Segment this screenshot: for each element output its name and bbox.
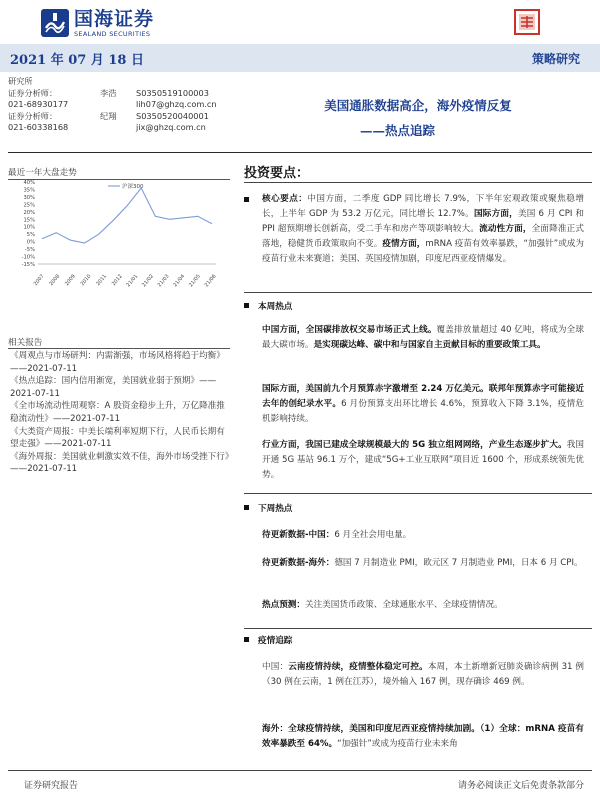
invest-divider (244, 182, 592, 183)
x-tick-label: 21/03 (156, 273, 171, 289)
next-week-china-line: 待更新数据-中国：6 月全社会用电量。 (262, 530, 412, 540)
hotspot-heading: 本周热点 (244, 300, 292, 312)
x-tick-label: 2007 (32, 273, 46, 288)
market-trend-chart (8, 176, 230, 294)
footer-disclaimer: 请务必阅读正文后免责条款部分 (457, 781, 584, 791)
report-date: 2021 年 07 月 18 日 (10, 53, 144, 68)
y-tick-label: 5% (26, 232, 35, 239)
title-divider (8, 152, 592, 153)
section-divider (244, 493, 592, 494)
y-tick-label: 35% (23, 187, 35, 194)
date-banner (0, 44, 600, 72)
x-tick-label: 2008 (48, 273, 62, 288)
analyst-email[interactable]: lih07@ghzq.com.cn (136, 99, 217, 110)
red-seal-icon (513, 8, 541, 36)
y-tick-label: 20% (23, 209, 35, 216)
y-tick-label: 15% (23, 217, 35, 224)
sealand-logo-icon (40, 8, 70, 38)
y-tick-label: 30% (23, 194, 35, 201)
y-tick-label: -15% (21, 262, 35, 268)
x-tick-label: 21/02 (141, 273, 155, 289)
square-bullet-icon (244, 505, 249, 510)
x-tick-label: 2010 (79, 273, 93, 288)
section-divider (244, 292, 592, 293)
y-tick-label: 10% (23, 224, 35, 231)
x-tick-label: 2011 (95, 273, 109, 288)
square-bullet-icon (244, 637, 249, 642)
square-bullet-icon (244, 303, 249, 308)
report-subtitle: ——热点追踪 (360, 123, 436, 138)
next-week-heading: 下周热点 (244, 502, 292, 514)
y-tick-label: -5% (24, 247, 35, 254)
report-title: 美国通胀数据高企，海外疫情反复 (324, 98, 512, 113)
core-points-paragraph: 核心要点：中国方面，二季度 GDP 同比增长 7.9%，下半年宏观政策或聚焦稳增长，上半年 GDP 为 53.2 万亿元，同比增长 12.7%。国际方面，美国 6 月 CPI 和 PPI 超预期增长创新高，受二手车和房产等项影响较大。流动性方面，全面降准正式落地，稳健货币政策取向不变。疫情方面，mRNA 疫苗有效率暴跌，“加强针”或成为疫苗行业未来赛道；美国、英国疫情加剧，印度尼西亚疫情爆发。 (262, 194, 584, 264)
analyst-row: 021-68930177 lih07@ghzq.com.cn (8, 99, 217, 110)
analyst-row: 021-60338168 jix@ghzq.com.cn (8, 122, 206, 133)
x-tick-label: 2009 (64, 273, 77, 288)
y-tick-label: -10% (21, 254, 35, 261)
x-tick-label: 21/04 (172, 273, 187, 289)
company-logo (40, 8, 154, 38)
section-divider (244, 628, 592, 629)
institute-label: 研究所 (8, 76, 33, 86)
related-report-link[interactable]: 《周观点与市场研判：内需渐强，市场风格将趋于均衡》——2021-07-11 (10, 351, 225, 374)
related-report-link[interactable]: 《全市场流动性周观察：A 股资金稳步上升，万亿降准推稳流动性》——2021-07-11 (10, 401, 225, 424)
square-bullet-icon (244, 197, 249, 202)
core-points-bullet (244, 196, 258, 206)
y-tick-label: 25% (23, 202, 35, 209)
covid-heading: 疫情追踪 (244, 634, 292, 646)
related-reports-list (10, 350, 232, 476)
logo-english-name: SEALAND SECURITIES (74, 29, 151, 38)
analyst-email[interactable]: jix@ghzq.com.cn (136, 122, 206, 133)
chart-heading: 最近一年大盘走势 (8, 168, 77, 178)
report-type: 策略研究 (531, 52, 580, 66)
analyst-row: 证券分析师： 纪翔 S0350520040001 (8, 110, 209, 121)
logo-chinese-name: 国海证券 (74, 7, 155, 30)
related-heading-divider (8, 348, 230, 349)
series-line (42, 188, 212, 243)
hotspot-industry-paragraph: 行业方面，我国已建成全球规模最大的 5G 独立组网网络，产业生态逐步扩大。我国开通 5G 基站 96.1 万个，建成“5G+工业互联网”项目近 1600 个，形成系统领先优势。 (262, 440, 584, 480)
related-report-link[interactable]: 《海外周报：美国就业刺激实效不佳，海外市场受挫下行》——2021-07-11 (10, 451, 230, 475)
hotspot-china-paragraph: 中国方面，全国碳排放权交易市场正式上线。覆盖排放量超过 40 亿吨，将成为全球最大碳市场。是实现碳达峰、碳中和与国家自主贡献目标的重要政策工具。 (262, 325, 584, 350)
x-tick-label: 21/06 (203, 273, 218, 289)
footer-label: 证券研究报告 (24, 781, 79, 791)
y-tick-label: 40% (23, 180, 35, 186)
x-tick-label: 21/01 (125, 273, 140, 289)
hotspot-intl-paragraph: 国际方面，美国前九个月预算赤字激增至 2.24 万亿美元。联邦年预算赤字可能接近去年的创纪录水平。6 月份预算支出环比增长 4.6%，预算收入下降 3.1%，疫情危机影响持续。 (262, 384, 584, 424)
legend-label: 沪深300 (122, 184, 144, 190)
footer-divider (8, 770, 592, 771)
x-tick-label: 21/05 (188, 273, 202, 289)
related-heading: 相关报告 (8, 338, 43, 348)
next-week-forecast-line: 热点预测：关注美国货币政策、全球通胀水平、全球疫情情况。 (262, 600, 503, 610)
analyst-row: 证券分析师： 李浩 S0350519100003 (8, 87, 209, 98)
covid-overseas-paragraph: 海外：全球疫情持续，美国和印度尼西亚疫情持续加剧。（1）全球：mRNA 疫苗有效率暴跌至 64%。“加强针”或成为疫苗行业未来角 (262, 724, 584, 749)
related-report-link[interactable]: 《热点追踪：国内信用渐宽，美国就业弱于预期》——2021-07-11 (10, 376, 217, 399)
covid-china-paragraph: 中国：云南疫情持续，疫情整体稳定可控。本周，本土新增新冠肺炎确诊病例 31 例（30 例在云南，1 例在江苏），境外输入 167 例，现存确诊 469 例。 (262, 662, 584, 687)
invest-heading: 投资要点： (244, 166, 310, 181)
analyst-info (8, 76, 238, 134)
y-tick-label: 0% (26, 239, 35, 246)
x-tick-label: 2012 (110, 273, 124, 288)
related-report-link[interactable]: 《大类资产周报：中美长端利率短期下行，人民币长期有望走强》——2021-07-11 (10, 426, 225, 450)
next-week-overseas-line: 待更新数据-海外：德国 7 月制造业 PMI，欧元区 7 月制造业 PMI，日本 6 月 CPI。 (262, 558, 583, 568)
